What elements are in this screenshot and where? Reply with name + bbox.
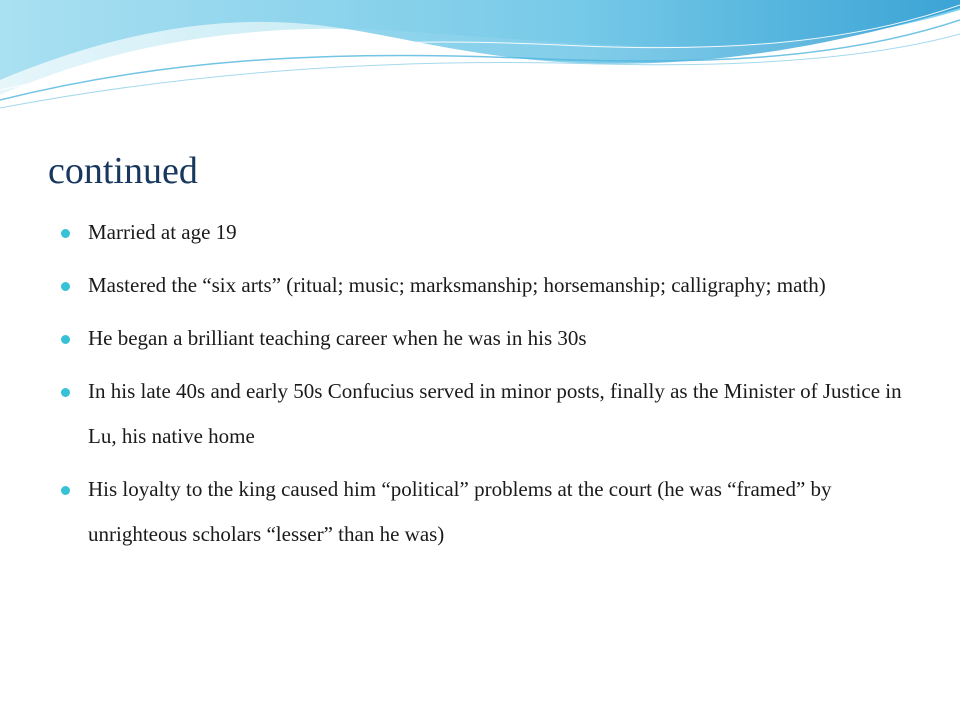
bullet-text: His loyalty to the king caused him “political” problems at the court (he was “framed” by unrighteous scholars “lesser” than he was) [88, 477, 832, 546]
bullet-item [60, 467, 920, 557]
bullet-item [60, 263, 920, 308]
bullet-dot-icon [61, 282, 70, 291]
bullet-dot-icon [61, 486, 70, 495]
bullet-item [60, 369, 920, 459]
bullet-text: Married at age 19 [88, 220, 237, 244]
header-wave-decoration [0, 0, 960, 130]
bullet-text: In his late 40s and early 50s Confucius served in minor posts, finally as the Minister of Justice in Lu, his native home [88, 379, 902, 448]
bullet-item [60, 316, 920, 361]
bullet-list [60, 210, 920, 565]
bullet-text: He began a brilliant teaching career when he was in his 30s [88, 326, 587, 350]
bullet-item [60, 210, 920, 255]
bullet-text: Mastered the “six arts” (ritual; music; marksmanship; horsemanship; calligraphy; math) [88, 273, 826, 297]
bullet-dot-icon [61, 335, 70, 344]
bullet-dot-icon [61, 229, 70, 238]
bullet-dot-icon [61, 388, 70, 397]
slide-title: continued [48, 150, 198, 192]
